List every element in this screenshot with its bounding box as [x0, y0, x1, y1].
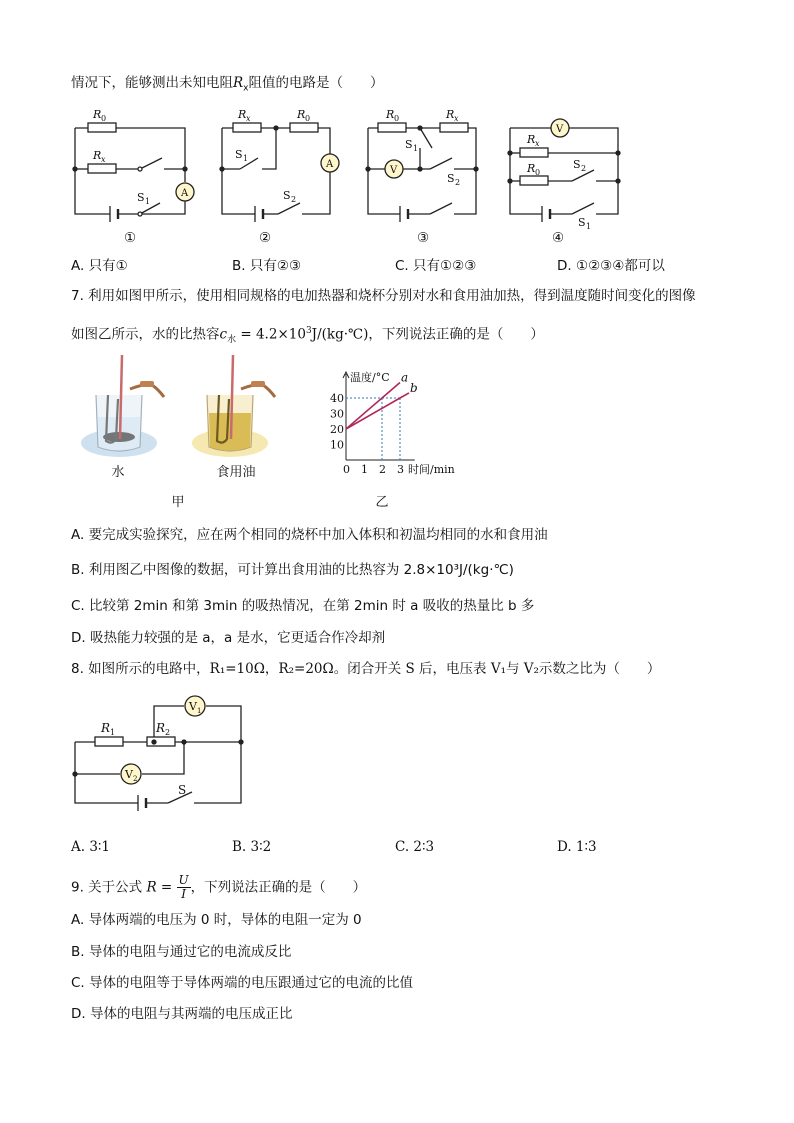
label-yi: 乙 [375, 495, 389, 510]
resistor-rx [440, 123, 468, 132]
q9-formula-lhs: R = [146, 879, 173, 896]
q8-circuit [60, 690, 260, 820]
label-v1: V [189, 700, 197, 713]
q9-option-b[interactable]: B. 导体的电阻与通过它的电流成反比 [71, 944, 292, 960]
q9-stem-pre: 9. 关于公式 [71, 879, 143, 896]
q7-line2-post: ，下列说法正确的是（ ） [368, 326, 544, 343]
resistor-rx [233, 123, 261, 132]
q6-option-a[interactable]: A. 只有① [71, 258, 128, 274]
q6-circuits [0, 96, 794, 246]
label-r0: R [386, 108, 395, 121]
label-s1-sub: 1 [243, 154, 249, 163]
resistor-r1 [95, 737, 123, 746]
switch [140, 158, 162, 169]
label-rx: R [446, 108, 455, 121]
label-s1: S [235, 148, 243, 161]
label-s1: S [137, 191, 145, 204]
resistor-r0 [378, 123, 406, 132]
q6-stem-var: R [233, 75, 244, 91]
q6-option-c[interactable]: C. 只有①②③ [395, 258, 477, 274]
label-r0: R [297, 108, 306, 121]
label-rx: R [238, 108, 247, 121]
resistor-rx [88, 164, 116, 173]
label-v2: V [125, 768, 133, 781]
x-tick-label: 3 [397, 463, 404, 476]
resistor-rx [520, 148, 548, 157]
q8-option-a[interactable]: A. 3∶1 [71, 839, 111, 855]
label-jia: 甲 [171, 495, 185, 510]
q8-stem [71, 660, 660, 678]
label-r0-sub: 0 [535, 168, 541, 177]
q8-r2: R₂=20Ω。闭合开关 S 后，电压表 V₁与 V₂示数之比为（ ） [278, 661, 661, 677]
resistor-r2 [147, 737, 175, 746]
label-r2: R [156, 721, 166, 735]
label-r0-sub: 0 [305, 114, 311, 123]
q9-stem-post: ，下列说法正确的是（ ） [190, 879, 367, 896]
label-s2-sub: 2 [291, 195, 297, 204]
y-axis-label: 温度/°C [350, 371, 390, 384]
label-r0-sub: 0 [101, 114, 107, 123]
label-v2-sub: 2 [133, 775, 138, 783]
q6-option-b[interactable]: B. 只有②③ [232, 258, 302, 274]
q9-option-a[interactable]: A. 导体两端的电压为 0 时，导体的电阻一定为 0 [71, 912, 362, 928]
caption-1: ① [123, 230, 137, 246]
q7-c-symbol: c [219, 326, 228, 343]
x-tick-label: 0 [343, 463, 350, 476]
q7-stem-line2 [71, 322, 544, 349]
circuit-1 [73, 123, 194, 222]
label-s2: S [573, 158, 581, 171]
q8-stem-pre: 8. 如图所示的电路中， [71, 661, 210, 677]
resistor-r0 [520, 176, 548, 185]
q6-stem [71, 74, 384, 98]
q6-stem-sub: x [243, 83, 249, 94]
caption-4: ④ [551, 230, 565, 246]
series-line-a [346, 383, 400, 430]
y-tick-label: 10 [330, 438, 344, 452]
label-voltmeter: V [390, 165, 398, 176]
q9-option-c[interactable]: C. 导体的电阻等于导体两端的电压跟通过它的电流的比值 [71, 975, 414, 991]
label-voltmeter: V [556, 124, 564, 135]
q7-unit: J/(kg·℃) [311, 326, 369, 343]
label-rx-sub: x [535, 139, 540, 148]
q8-r1: R₁=10Ω， [209, 661, 279, 677]
label-r1-sub: 1 [110, 728, 116, 737]
q8-option-d[interactable]: D. 1∶3 [557, 839, 597, 855]
q9-stem [71, 874, 366, 901]
label-s1-sub: 1 [145, 197, 151, 206]
label-ammeter: A [181, 188, 189, 199]
label-water: 水 [111, 465, 125, 480]
q7-value: = 4.2×10 [236, 326, 306, 343]
label-r1: R [101, 721, 111, 735]
x-axis-label: 时间/min [408, 463, 455, 476]
q8-option-c[interactable]: C. 2∶3 [395, 839, 435, 855]
q7-c-sub: 水 [227, 335, 237, 346]
q6-option-d[interactable]: D. ①②③④都可以 [557, 258, 665, 274]
x-tick-label: 2 [379, 463, 386, 476]
q7-exp: 3 [305, 326, 312, 336]
q7-line2-pre: 如图乙所示，水的比热容 [71, 326, 220, 343]
q7-option-a[interactable]: A. 要完成实验探究，应在两个相同的烧杯中加入体积和初温均相同的水和食用油 [71, 527, 548, 543]
q9-fraction [177, 874, 191, 901]
q9-numerator: U [178, 873, 189, 887]
label-s: S [178, 783, 187, 797]
q6-stem-pre: 情况下，能够测出未知电阻 [71, 75, 233, 91]
caption-3: ③ [416, 230, 430, 246]
label-oil: 食用油 [216, 465, 256, 480]
resistor-r0 [290, 123, 318, 132]
caption-2: ② [258, 230, 272, 246]
q7-option-b[interactable]: B. 利用图乙中图像的数据，可计算出食用油的比热容为 2.8×10³J/(kg·℃) [71, 562, 514, 578]
label-s2: S [447, 172, 455, 185]
q7-option-c[interactable]: C. 比较第 2min 和第 3min 的吸热情况，在第 2min 时 a 吸收的热量比 b 多 [71, 598, 535, 614]
label-rx-sub: x [101, 155, 106, 164]
label-rx: R [93, 149, 102, 162]
q7-option-d[interactable]: D. 吸热能力较强的是 a，a 是水，它更适合作冷却剂 [71, 630, 386, 646]
circuit-2 [220, 123, 339, 222]
label-r2-sub: 2 [165, 728, 171, 737]
label-s2-sub: 2 [455, 178, 461, 187]
label-r0: R [93, 108, 102, 121]
label-r0-sub: 0 [394, 114, 400, 123]
label-s1: S [578, 216, 586, 229]
resistor-r0 [88, 123, 116, 132]
label-rx: R [527, 133, 536, 146]
label-rx-sub: x [246, 114, 251, 123]
x-tick-label: 1 [361, 463, 368, 476]
q7-stem-line1: 7. 利用如图甲所示，使用相同规格的电加热器和烧杯分别对水和食用油加热，得到温度随时间变化的图像 [71, 288, 696, 304]
q9-denominator: I [181, 887, 186, 901]
label-r0: R [527, 162, 536, 175]
q6-stem-post: 阻值的电路是（ ） [248, 75, 384, 91]
label-s1-sub: 1 [413, 144, 419, 153]
label-s2: S [283, 189, 291, 202]
label-s1: S [405, 138, 413, 151]
series-label-a: a [401, 370, 409, 385]
label-s2-sub: 2 [581, 164, 587, 173]
circuit-3 [366, 123, 478, 222]
label-rx-sub: x [454, 114, 459, 123]
beaker-figure [70, 355, 310, 465]
q8-option-b[interactable]: B. 3∶2 [232, 839, 272, 855]
label-v1-sub: 1 [197, 707, 202, 715]
circuit-4 [508, 119, 620, 222]
y-tick-label: 20 [330, 423, 344, 436]
label-ammeter: A [326, 159, 334, 170]
temperature-chart [320, 366, 480, 478]
series-label-b: b [410, 380, 418, 395]
y-tick-label: 30 [330, 407, 344, 421]
q9-option-d[interactable]: D. 导体的电阻与其两端的电压成正比 [71, 1006, 293, 1022]
y-tick-label: 40 [330, 392, 344, 405]
label-s1-sub: 1 [586, 222, 592, 231]
